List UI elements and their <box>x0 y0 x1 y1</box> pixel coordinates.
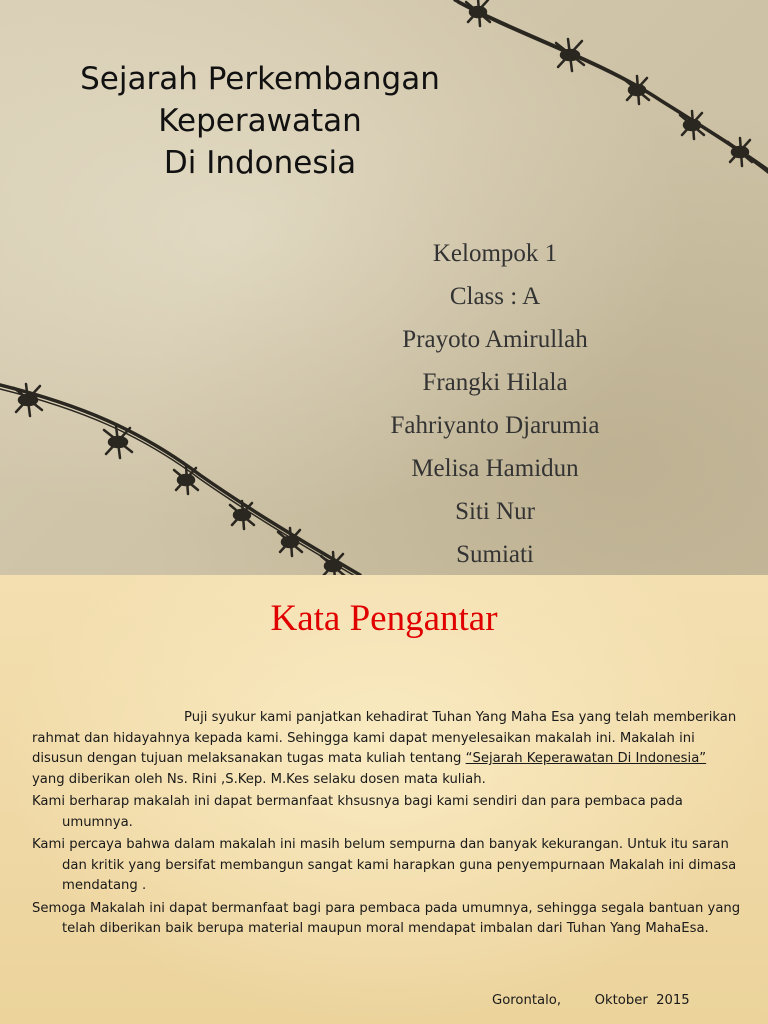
title-line: Di Indonesia <box>163 145 357 181</box>
member-name: Fahriyanto Djarumia <box>390 412 600 439</box>
place-date-line <box>492 993 690 1008</box>
slide-title <box>40 58 480 184</box>
group-member-list <box>340 232 650 575</box>
title-line: Keperawatan <box>158 103 362 139</box>
preface-paragraph: Kami percaya bahwa dalam makalah ini masih belum sempurna dan banyak kekurangan. Untuk itu saran dan kritik yang bersifat membangun sangat kami harapkan guna penyempurnaan Makalah ini dimasa mendatang . <box>32 837 737 893</box>
member-name: Sumiati <box>456 541 534 568</box>
paragraph-text: Puji syukur kami panjatkan kehadirat Tuhan Yang Maha Esa yang telah memberikan rahmat dan hidayahnya kepada kami. Sehingga kami dapat menyelesaikan makalah ini. Makalah ini disusun dengan tujuan melaksanakan tugas mata kuliah tentang <box>32 710 737 766</box>
class-label: Class : A <box>449 283 541 310</box>
preface-paragraph: Semoga Makalah ini dapat bermanfaat bagi para pembaca pada umumnya, sehingga segala bantuan yang telah diberikan baik berupa material maupun moral mendapat imbalan dari Tuhan Yang MahaEsa. <box>32 900 741 936</box>
member-name: Siti Nur <box>455 498 535 525</box>
footer-place: Gorontalo, <box>492 993 562 1008</box>
preface-paragraph <box>32 708 742 790</box>
topic-title-text: “Sejarah Keperawatan Di Indonesia” <box>465 751 707 766</box>
paragraph-text: yang diberikan oleh Ns. Rini ,S.Kep. M.Kes selaku dosen mata kuliah. <box>32 771 486 787</box>
preface-body <box>32 708 742 942</box>
member-name: Prayoto Amirullah <box>402 326 588 353</box>
member-name: Frangki Hilala <box>422 369 568 396</box>
group-label: Kelompok 1 <box>432 240 558 267</box>
preface-heading: Kata Pengantar <box>270 598 498 639</box>
preface-slide <box>0 575 768 1024</box>
member-name: Melisa Hamidun <box>411 455 579 482</box>
title-line: Sejarah Perkembangan <box>80 61 440 97</box>
footer-date: Oktober 2015 <box>594 993 690 1008</box>
preface-paragraph: Kami berharap makalah ini dapat bermanfaat khsusnya bagi kami sendiri dan para pembaca pada umumnya. <box>32 794 683 830</box>
